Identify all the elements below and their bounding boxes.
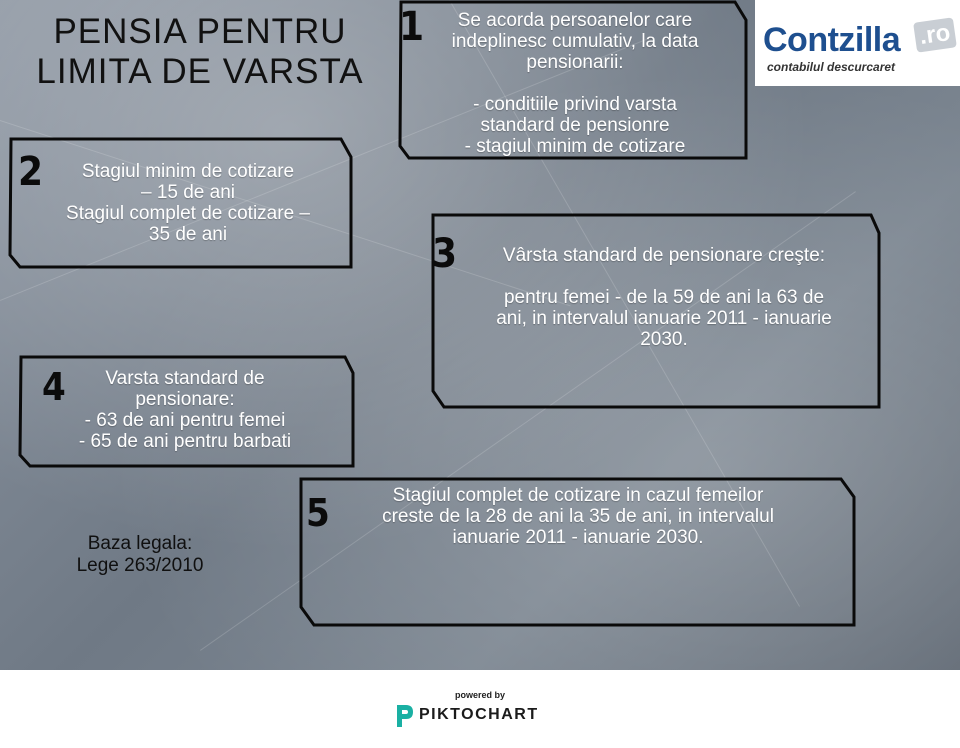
box-number: 5 <box>306 491 330 535</box>
info-box-5 <box>298 477 858 629</box>
title-line-2: LIMITA DE VARSTA <box>36 52 364 91</box>
text-line: indeplinesc cumulativ, la data <box>451 31 699 52</box>
text-line: – 15 de ani <box>140 182 236 203</box>
contzilla-logo[interactable] <box>755 0 960 86</box>
text-line: Se acorda persoanelor care <box>457 10 693 31</box>
page-title <box>20 12 380 92</box>
piktochart-icon <box>393 703 415 729</box>
title-line-1: PENSIA PENTRU <box>53 12 347 51</box>
text-line <box>417 73 733 94</box>
powered-by-label: powered by <box>454 690 505 700</box>
text-line: pensionare: <box>135 389 235 410</box>
legal-basis-label: Baza legala: <box>87 533 193 554</box>
box-number: 4 <box>42 365 66 409</box>
footer <box>0 670 960 748</box>
text-line: - 63 de ani pentru femei <box>84 410 286 431</box>
text-line: Stagiul complet de cotizare – <box>66 203 310 224</box>
logo-tagline: contabilul descurcaret <box>767 60 896 74</box>
info-box-3 <box>430 213 882 411</box>
text-line: pensionarii: <box>526 52 624 73</box>
box-number: 1 <box>399 4 425 50</box>
text-line: pentru femei - de la 59 de ani la 63 de <box>503 287 825 308</box>
text-line: Varsta standard de <box>105 368 265 389</box>
box-number: 3 <box>432 231 458 277</box>
box-text <box>417 10 733 157</box>
logo-suffix: .ro <box>913 17 957 52</box>
box-text <box>454 245 874 350</box>
text-line: ianuarie 2011 - ianuarie 2030. <box>452 527 704 548</box>
text-line: creste de la 28 de ani la 35 de ani, in intervalul <box>382 506 774 527</box>
text-line: 2030. <box>640 329 688 350</box>
info-box-4 <box>18 355 356 469</box>
box-text <box>38 368 332 452</box>
text-line: - 65 de ani pentru barbati <box>78 431 292 452</box>
box-text <box>28 161 348 245</box>
text-line: - stagiul minim de cotizare <box>464 136 686 157</box>
text-line: Vârsta standard de pensionare creşte: <box>502 245 826 266</box>
text-line <box>454 266 874 287</box>
info-box-2 <box>8 137 354 271</box>
text-line: ani, in intervalul ianuarie 2011 - ianuarie <box>496 308 832 329</box>
legal-basis-law: Lege 263/2010 <box>76 555 204 576</box>
text-line: Stagiul minim de cotizare <box>81 161 295 182</box>
box-text <box>328 485 828 548</box>
info-box-1 <box>397 0 749 162</box>
logo-wordmark: Contzilla <box>763 21 901 59</box>
text-line: Stagiul complet de cotizare in cazul femeilor <box>392 485 764 506</box>
text-line: - conditiile privind varsta <box>473 94 677 115</box>
text-line: standard de pensionre <box>480 115 670 136</box>
box-number: 2 <box>18 149 44 195</box>
legal-basis <box>40 533 240 577</box>
piktochart-wordmark[interactable]: PIKTOCHART <box>419 706 539 723</box>
text-line: 35 de ani <box>148 224 228 245</box>
